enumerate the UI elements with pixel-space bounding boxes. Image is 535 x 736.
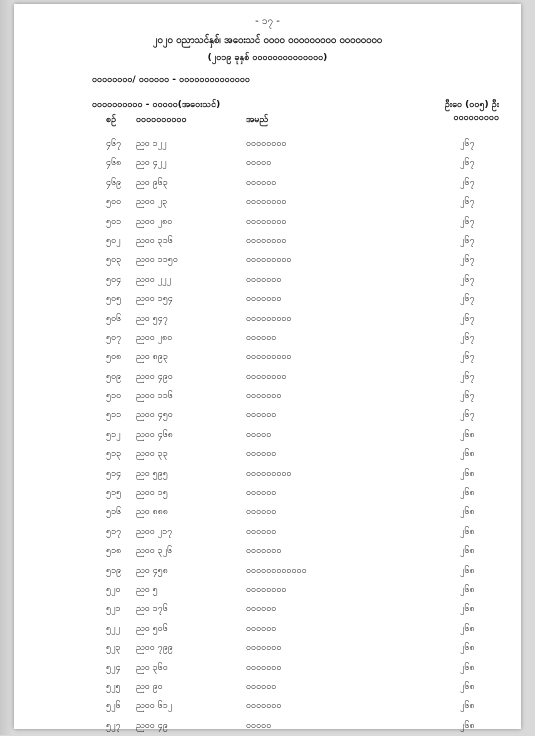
row-number: ၅၂၇ <box>106 720 121 731</box>
column-header-name: အမည် <box>246 115 269 125</box>
row-number: ၅၁၅ <box>106 488 122 499</box>
roll-number: ညဝ ၈၉၃ <box>136 352 168 363</box>
table-row <box>14 368 521 387</box>
mark-value: ၂၆၇ <box>460 371 475 382</box>
roll-number: ညဝဝ ၁၅ <box>136 488 168 499</box>
mark-value: ၂၆၈ <box>460 565 475 576</box>
mark-value: ၂၆၈ <box>460 429 475 440</box>
table-row <box>14 659 521 678</box>
row-number: ၅၁၄ <box>106 468 122 479</box>
table-row <box>14 193 521 212</box>
row-number: ၅၁၇ <box>106 526 122 537</box>
student-name: ဝဝဝဝဝဝ <box>246 681 277 692</box>
table-row <box>14 445 521 464</box>
roll-number: ညဝဝ ၃၃ <box>136 449 168 460</box>
table-row <box>14 562 521 581</box>
student-name: ဝဝဝဝဝဝဝဝဝ <box>246 255 292 266</box>
mark-value: ၂၆၇ <box>460 410 475 421</box>
row-number: ၅၁၆ <box>106 507 122 518</box>
student-name: ဝဝဝဝဝဝဝဝ <box>246 216 287 227</box>
row-number: ၅၀၉ <box>106 371 122 382</box>
table-row <box>14 232 521 251</box>
table-row <box>14 717 521 736</box>
student-name: ဝဝဝဝဝ <box>246 720 272 731</box>
mark-value: ၂၆၈ <box>460 507 475 518</box>
mark-value: ၂၆၈ <box>460 701 475 712</box>
mark-value: ၂၆၇ <box>460 352 475 363</box>
student-name: ဝဝဝဝဝဝ <box>246 507 277 518</box>
row-number: ၅၂၆ <box>106 701 121 712</box>
roll-number: ညဝဝ ၂၃ <box>136 197 168 208</box>
table-row <box>14 542 521 561</box>
roll-number: ညဝ ၅၄၇ <box>136 313 168 324</box>
roll-number: ညဝ ၄၅၈ <box>136 565 168 576</box>
row-number: ၅၂၂ <box>106 623 120 634</box>
student-name: ဝဝဝဝဝဝဝဝဝဝဝဝ <box>246 565 307 576</box>
row-number: ၅၁၃ <box>106 449 122 460</box>
roll-number: ညဝ ၅၉၅ <box>136 468 168 479</box>
roll-number: ညဝဝ ၃၂၆ <box>136 546 173 557</box>
roll-number: ညဝ ၈၈၈ <box>136 507 169 518</box>
student-name: ဝဝဝဝဝဝဝဝ <box>246 139 287 149</box>
row-number: ၅၀၆ <box>106 313 122 324</box>
roll-number: ညဝဝ ၄၆၈ <box>136 429 173 440</box>
student-name: ဝဝဝဝဝ <box>246 429 272 440</box>
mark-value: ၂၆၇ <box>460 332 475 343</box>
mark-value: ၂၆၈ <box>460 526 475 537</box>
mark-value: ၂၆၇ <box>460 139 475 149</box>
result-heading: ဦးဝေ (၀၀၅) ဦး <box>444 100 499 110</box>
roll-number: ညဝဝ ၁၁၆ <box>136 391 173 402</box>
table-row <box>14 329 521 348</box>
table-row <box>14 135 521 154</box>
roll-number: ညဝဝ ၂၂၂ <box>136 274 171 285</box>
roll-number: ညဝဝ ၇၉၉ <box>136 643 173 654</box>
student-name: ဝဝဝဝဝဝဝဝ <box>246 197 287 208</box>
roll-number: ညဝဝ ၂၁၇ <box>136 526 173 537</box>
row-number: ၅၀၀ <box>106 197 122 208</box>
roll-number: ညဝဝ ၄၉ <box>136 720 168 731</box>
roll-number: ညဝဝ ၄၉၀ <box>136 371 173 382</box>
column-header-roll: ဝဝဝဝဝဝဝဝဝဝ <box>136 115 187 125</box>
column-header-mark: ဝဝဝဝဝဝဝဝဝ <box>453 113 499 123</box>
row-number: ၅၀၃ <box>106 255 122 266</box>
student-name: ဝဝဝဝဝဝဝဝ <box>246 584 287 595</box>
viewer-background <box>0 0 14 735</box>
row-number: ၅၀၂ <box>106 235 121 246</box>
mark-value: ၂၆၇ <box>460 391 475 402</box>
row-number: ၅၁၀ <box>106 391 122 402</box>
row-number: ၅၂၄ <box>106 662 121 673</box>
roll-number: ညဝ ၉၀ <box>136 681 163 692</box>
roll-number: ညဝ ၁၂၂ <box>136 139 167 149</box>
roll-number: ညဝဝ ၁၁၅၀ <box>136 255 178 266</box>
table-row <box>14 310 521 329</box>
row-number: ၅၀၅ <box>106 294 122 305</box>
row-number: ၅၀၁ <box>106 216 122 227</box>
mark-value: ၂၆၇ <box>460 255 475 266</box>
row-number: ၅၂၃ <box>106 643 121 654</box>
results-table <box>14 135 521 736</box>
roll-number: ညဝဝ ၂၈၀ <box>136 216 173 227</box>
student-name: ဝဝဝဝဝဝဝဝဝ <box>246 468 292 479</box>
table-row <box>14 213 521 232</box>
table-row <box>14 290 521 309</box>
table-row <box>14 523 521 542</box>
student-name: ဝဝဝဝဝဝဝ <box>246 546 282 557</box>
mark-value: ၂၆၇ <box>460 294 475 305</box>
row-number: ၅၁၈ <box>106 546 122 557</box>
mark-value: ၂၆၈ <box>460 584 475 595</box>
student-name: ဝဝဝဝဝဝ <box>246 449 277 460</box>
mark-value: ၂၆၈ <box>460 720 475 731</box>
student-name: ဝဝဝဝဝဝဝ <box>246 643 282 654</box>
mark-value: ၂၆၈ <box>460 643 475 654</box>
row-number: ၅၂၅ <box>106 681 121 692</box>
student-name: ဝဝဝဝဝဝဝဝ <box>246 235 287 246</box>
table-row <box>14 271 521 290</box>
mark-value: ၂၆၈ <box>460 604 475 615</box>
mark-value: ၂၆၈ <box>460 449 475 460</box>
document-subtitle: (၂၀၁၉ ခုနှစ် ဝဝဝဝဝဝဝဝဝဝဝဝဝဝ) <box>207 53 328 63</box>
student-name: ဝဝဝဝဝဝ <box>246 604 277 615</box>
roll-number: ညဝ ၉၆၃ <box>136 177 168 188</box>
roll-number: ညဝ ၁၇၆ <box>136 604 168 615</box>
mark-value: ၂၆၇ <box>460 177 475 188</box>
roll-number: ညဝဝ ၃၁၆ <box>136 235 173 246</box>
student-name: ဝဝဝဝဝဝဝဝဝ <box>246 352 292 363</box>
table-row <box>14 426 521 445</box>
table-row <box>14 581 521 600</box>
student-name: ဝဝဝဝဝဝဝ <box>246 294 282 305</box>
roll-number: ညဝဝ ၄၅၀ <box>136 410 173 421</box>
roll-number: ညဝ ၅ <box>136 584 158 595</box>
roll-number: ညဝဝ ၆၁၂ <box>136 701 173 712</box>
mark-value: ၂၆၈ <box>460 623 475 634</box>
row-number: ၄၆၇ <box>106 139 122 149</box>
table-row <box>14 348 521 367</box>
mark-value: ၂၆၇ <box>460 158 475 169</box>
document-title: ၂၀၂၀ ဝညာသင်နှစ်၊ အဝေးသင် ဝဝဝဝ ဝဝဝဝဝဝဝဝဝ ဝဝဝဝဝဝဝဝ <box>152 35 383 46</box>
row-number: ၄၆၈ <box>106 158 122 169</box>
student-name: ဝဝဝဝဝဝ <box>246 623 277 634</box>
student-name: ဝဝဝဝဝဝဝ <box>246 701 282 712</box>
department-heading: ဝဝဝဝဝဝဝဝဝဝ - ဝဝဝဝဝ(အဝေးသင်) <box>92 100 221 110</box>
table-row <box>14 387 521 406</box>
student-name: ဝဝဝဝဝဝဝ <box>246 391 282 402</box>
mark-value: ၂၆၈ <box>460 468 475 479</box>
mark-value: ၂၆၈ <box>460 662 475 673</box>
mark-value: ၂၆၇ <box>460 313 475 324</box>
student-name: ဝဝဝဝဝဝဝဝဝ <box>246 313 292 324</box>
row-number: ၅၀၇ <box>106 332 122 343</box>
roll-number: ညဝ ၅၀၆ <box>136 623 168 634</box>
row-number: ၅၁၁ <box>106 410 122 421</box>
table-row <box>14 465 521 484</box>
student-name: ဝဝဝဝဝဝ <box>246 332 277 343</box>
student-name: ဝဝဝဝဝဝဝ <box>246 274 282 285</box>
row-number: ၅၁၂ <box>106 429 121 440</box>
student-name: ဝဝဝဝဝဝ <box>246 488 277 499</box>
table-row <box>14 678 521 697</box>
row-number: ၅၂၀ <box>106 584 121 595</box>
roll-number: ညဝ ၃၆၀ <box>136 662 168 673</box>
student-name: ဝဝဝဝဝဝ <box>246 526 277 537</box>
table-row <box>14 406 521 425</box>
table-row <box>14 600 521 619</box>
row-number: ၄၆၉ <box>106 177 122 188</box>
table-row <box>14 639 521 658</box>
roll-number: ညဝ ၄၂၂ <box>136 158 167 169</box>
row-number: ၅၂၁ <box>106 604 121 615</box>
mark-value: ၂၆၇ <box>460 235 475 246</box>
mark-value: ၂၆၇ <box>460 197 475 208</box>
student-name: ဝဝဝဝဝဝ <box>246 410 277 421</box>
student-name: ဝဝဝဝဝဝ <box>246 177 277 188</box>
table-row <box>14 174 521 193</box>
column-header-no: စဉ် <box>106 115 117 125</box>
row-number: ၅၀၄ <box>106 274 122 285</box>
mark-value: ၂၆၈ <box>460 546 475 557</box>
student-name: ဝဝဝဝဝဝဝ <box>246 662 282 673</box>
table-row <box>14 620 521 639</box>
mark-value: ၂၆၇ <box>460 216 475 227</box>
row-number: ၅၁၉ <box>106 565 122 576</box>
document-page <box>14 4 521 729</box>
document-category: ဝဝဝဝဝဝဝဝ/ ဝဝဝဝဝဝ - ဝဝဝဝဝဝဝဝဝဝဝဝဝဝ <box>92 75 250 85</box>
mark-value: ၂၆၈ <box>460 488 475 499</box>
roll-number: ညဝဝ ၂၈၀ <box>136 332 173 343</box>
roll-number: ညဝဝ ၁၅၄ <box>136 294 173 305</box>
row-number: ၅၀၈ <box>106 352 122 363</box>
table-row <box>14 503 521 522</box>
table-row <box>14 251 521 270</box>
table-row <box>14 697 521 716</box>
table-row <box>14 484 521 503</box>
mark-value: ၂၆၈ <box>460 681 475 692</box>
student-name: ဝဝဝဝဝ <box>246 158 272 169</box>
page-number: - ၁၇ - <box>255 16 280 27</box>
student-name: ဝဝဝဝဝဝဝဝ <box>246 371 287 382</box>
table-row <box>14 154 521 173</box>
mark-value: ၂၆၇ <box>460 274 475 285</box>
